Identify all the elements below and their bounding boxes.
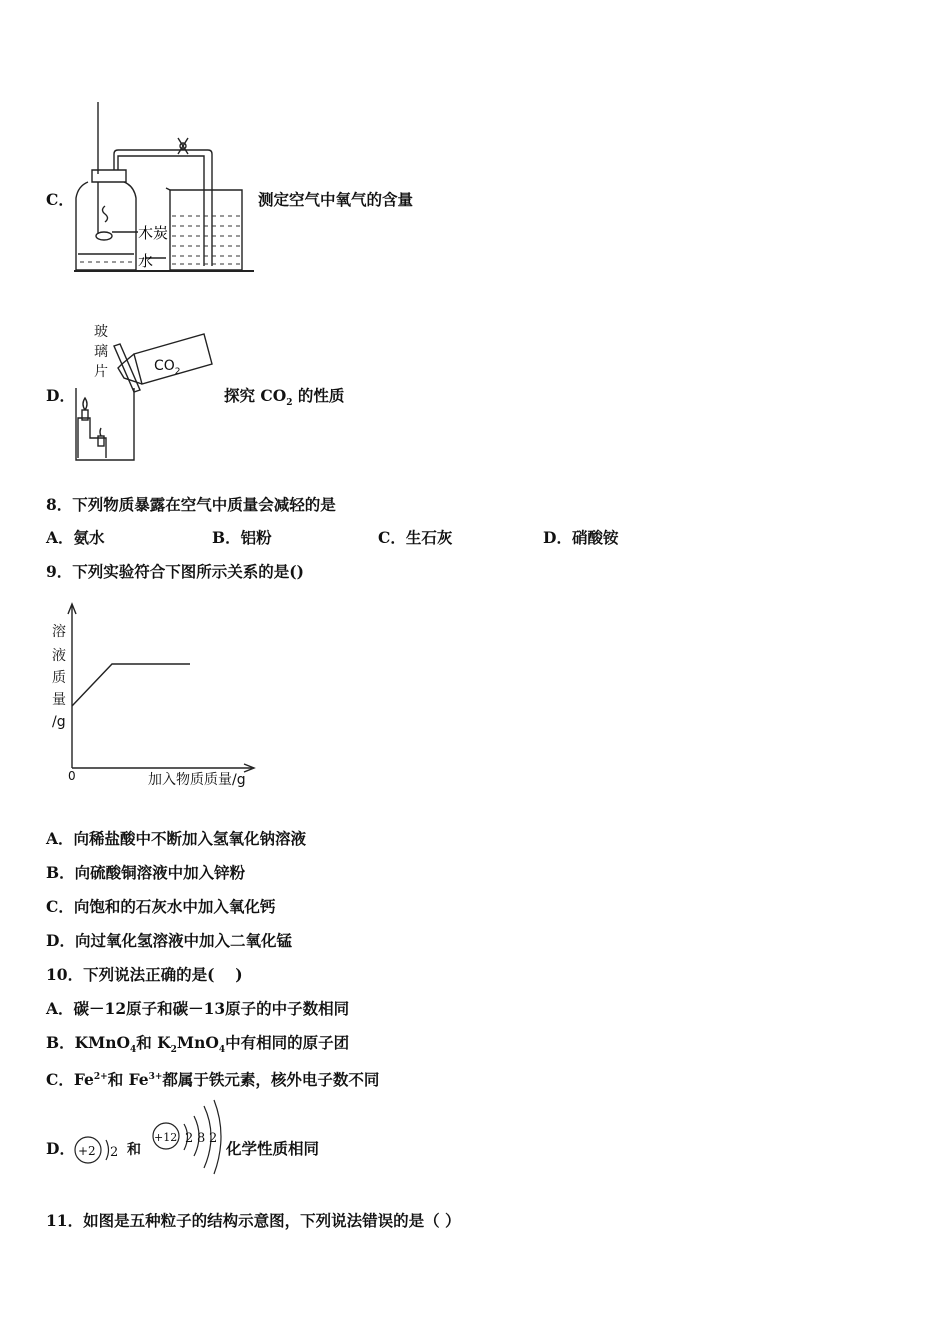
glass-label-2: 璃 [94,344,108,360]
y-label-char-5: /g [52,714,66,730]
solution-mass-graph [46,600,266,795]
atom-structure-diagrams [70,1096,230,1178]
q9-option-c[interactable]: C．向饱和的石灰水中加入氧化钙 [46,897,276,916]
y-label-char-2: 液 [52,648,66,664]
co2-bottle-label: $CO_2$ [154,358,181,377]
y-label-char-1: 溶 [52,624,66,640]
q8-option-a[interactable]: A．氨水 [46,528,105,547]
atom1-nucleus: +2 [78,1144,96,1158]
q8-option-c[interactable]: C．生石灰 [378,528,453,547]
q9-stem: 9．下列实验符合下图所示关系的是() [46,562,304,581]
q10-option-c[interactable]: C．$Fe^{2+}$和 $Fe^{3+}$都属于铁元素，核外电子数不同 [46,1070,380,1090]
q9-option-d[interactable]: D．向过氧化氢溶液中加入二氧化锰 [46,931,292,950]
x-axis-label: 加入物质质量/g [148,772,246,788]
q10-option-d-letter[interactable]: D． [46,1139,75,1158]
q9-option-b[interactable]: B．向硫酸铜溶液中加入锌粉 [46,863,246,882]
option-c-letter: C． [46,190,74,209]
water-label: 水 [138,252,154,270]
atom2-nucleus: +12 [154,1131,178,1144]
co2-property-apparatus [70,318,220,466]
q8-stem: 8．下列物质暴露在空气中质量会减轻的是 [46,495,336,514]
q9-option-a[interactable]: A．向稀盐酸中不断加入氢氧化钠溶液 [46,829,307,848]
q8-option-d[interactable]: D．硝酸铵 [543,528,619,547]
atom2-shell-1: 2 [185,1131,194,1146]
q10-option-b[interactable]: B．KMnO$_4$和 $K_2MnO_4$中有相同的原子团 [46,1033,350,1056]
q11-stem: 11．如图是五种粒子的结构示意图，下列说法错误的是（ ） [46,1211,461,1230]
q10-option-d-text: 化学性质相同 [226,1139,320,1158]
atom2-shell-2: 8 [197,1131,206,1146]
oxygen-content-apparatus [70,98,260,278]
y-label-char-3: 质 [52,670,66,686]
q10-option-a[interactable]: A．碳－12原子和碳－13原子的中子数相同 [46,999,350,1018]
glass-label-3: 片 [94,364,108,380]
origin-label: 0 [68,769,76,783]
glass-label-1: 玻 [94,324,108,340]
charcoal-label: 木炭 [138,224,169,242]
q8-option-b[interactable]: B．铝粉 [212,528,272,547]
atom2-shell-3: 2 [209,1131,218,1146]
atom1-shell: 2 [110,1145,119,1160]
option-d-text: 探究 $CO_2$ 的性质 [224,386,345,409]
option-c-text: 测定空气中氧气的含量 [258,190,414,209]
and-label: 和 [127,1142,141,1158]
y-label-char-4: 量 [52,692,66,708]
option-d-letter: D． [46,386,75,405]
q10-stem: 10．下列说法正确的是( ) [46,965,243,984]
